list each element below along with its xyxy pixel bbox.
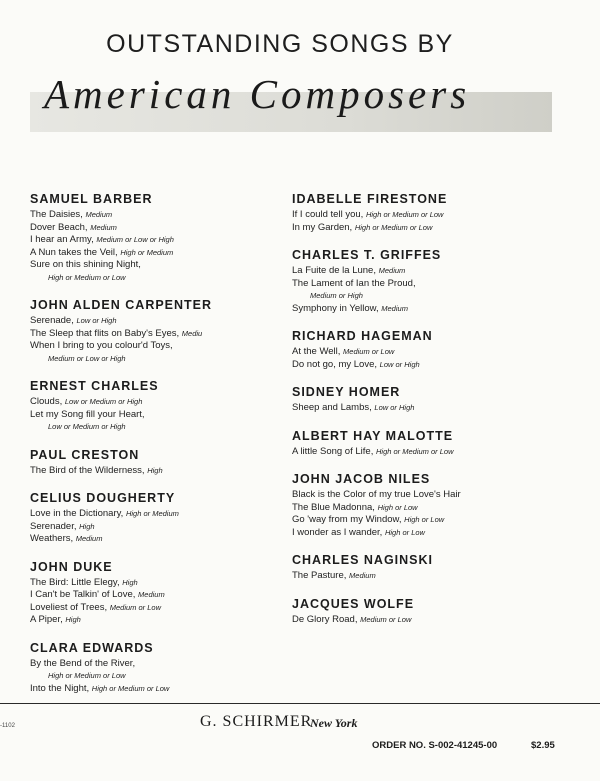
voice-range: Medium or Low — [360, 614, 412, 624]
composer-group — [292, 385, 592, 415]
song-title: Symphony in Yellow, — [292, 302, 379, 314]
song-title: Sure on this shining Night, — [30, 259, 141, 270]
publisher-name: G. SCHIRMER — [200, 713, 313, 730]
composer-group — [292, 192, 592, 234]
song-entry — [30, 465, 285, 478]
voice-range: Low or Medium or High — [48, 422, 126, 431]
song-title: Loveliest of Trees, — [30, 601, 108, 613]
composer-name: JOHN ALDEN CARPENTER — [30, 298, 213, 312]
song-title: I Can't be Talkin' of Love, — [30, 589, 136, 600]
song-title: If I could tell you, — [292, 209, 364, 220]
song-entry — [30, 340, 285, 365]
voice-range: High or Medium — [120, 247, 174, 257]
voice-range: Medium or Low or High — [96, 235, 174, 244]
song-title: Weathers, — [30, 533, 74, 544]
voice-range: High or Low — [404, 515, 445, 524]
song-entry — [292, 359, 592, 372]
song-title: By the Bend of the River, — [30, 657, 136, 669]
voice-range: High or Low — [384, 527, 425, 537]
song-entry — [292, 265, 592, 278]
left-column — [30, 192, 285, 709]
song-entry — [292, 614, 592, 627]
voice-range: Low or High — [379, 359, 420, 369]
song-entry — [30, 396, 285, 409]
composer-name: CLARA EDWARDS — [30, 640, 154, 655]
song-title: The Lament of Ian the Proud, — [292, 277, 416, 289]
song-entry — [30, 508, 285, 521]
voice-range: High — [79, 521, 95, 531]
song-entry — [292, 489, 592, 502]
voice-range: Medium — [75, 534, 103, 543]
song-title: When I bring to you colour'd Toys, — [30, 340, 173, 351]
composer-group — [292, 553, 592, 583]
song-entry — [292, 303, 592, 316]
song-entry — [30, 602, 285, 615]
song-title: Dover Beach, — [30, 221, 88, 233]
voice-range: High or Medium or Low — [375, 446, 454, 456]
composer-group — [30, 491, 285, 546]
composer-name: SAMUEL BARBER — [30, 192, 153, 206]
composer-name: RICHARD HAGEMAN — [292, 329, 433, 343]
song-title: Serenader, — [30, 520, 77, 532]
composer-group — [292, 597, 592, 627]
composer-group — [30, 192, 285, 284]
song-entry — [292, 209, 592, 222]
composer-name: CHARLES T. GRIFFES — [292, 248, 442, 262]
footer-divider — [0, 703, 600, 704]
voice-range: Mediu — [181, 328, 203, 338]
voice-range: Medium — [90, 222, 117, 232]
voice-range: Low or Medium or High — [64, 397, 143, 406]
song-title: At the Well, — [292, 346, 341, 357]
composer-group — [292, 472, 592, 539]
composer-group — [292, 248, 592, 315]
song-title: Black is the Color of my true Love's Hair — [292, 489, 461, 500]
publisher-city: New York — [310, 716, 358, 730]
song-title: Go 'way from my Window, — [292, 514, 402, 525]
voice-range: Medium — [349, 571, 376, 580]
voice-range: High or Low — [377, 502, 418, 512]
song-entry — [292, 402, 592, 415]
song-title: Serenade, — [30, 315, 74, 326]
song-entry — [30, 533, 285, 546]
voice-range: High — [122, 577, 138, 587]
composer-name: ALBERT HAY MALOTTE — [292, 428, 454, 443]
voice-range: High or Medium or Low — [354, 222, 433, 232]
order-number: ORDER NO. S-002-41245-00 — [372, 740, 498, 751]
song-title: A little Song of Life, — [292, 445, 374, 457]
voice-range: Low or High — [76, 316, 117, 325]
voice-range: Medium or Low — [343, 347, 395, 356]
song-entry — [30, 577, 285, 590]
song-entry — [30, 409, 285, 434]
song-entry — [292, 278, 592, 303]
song-title: De Glory Road, — [292, 613, 358, 625]
song-entry — [30, 589, 285, 602]
voice-range: Medium or High — [310, 291, 363, 300]
composer-name: JOHN DUKE — [30, 559, 113, 574]
composer-group — [292, 429, 592, 459]
page-subtitle: OUTSTANDING SONGS BY — [106, 30, 454, 58]
song-entry — [292, 527, 592, 540]
voice-range: High or Medium or Low — [48, 671, 126, 680]
composer-name: IDABELLE FIRESTONE — [292, 192, 448, 206]
song-entry — [292, 570, 592, 583]
voice-range: Low or High — [374, 403, 415, 412]
song-title: The Daisies, — [30, 209, 83, 220]
song-title: I hear an Army, — [30, 234, 94, 245]
voice-range: Medium — [85, 210, 113, 219]
song-entry — [30, 328, 285, 341]
voice-range: Medium — [381, 303, 408, 313]
composer-group — [30, 641, 285, 696]
price: $2.95 — [531, 740, 555, 751]
song-entry — [292, 446, 592, 459]
song-entry — [30, 222, 285, 235]
song-entry — [30, 658, 285, 683]
song-entry — [30, 259, 285, 284]
composer-name: ERNEST CHARLES — [30, 379, 159, 393]
voice-range: Medium — [378, 266, 406, 275]
song-title: Do not go, my Love, — [292, 358, 378, 370]
song-title: Into the Night, — [30, 682, 90, 694]
voice-range: Medium — [138, 590, 165, 599]
voice-range: High or Medium or Low — [365, 210, 444, 219]
composer-name: CELIUS DOUGHERTY — [30, 491, 176, 505]
song-entry — [292, 222, 592, 235]
song-title: The Blue Madonna, — [292, 501, 375, 513]
voice-range: High or Medium or Low — [91, 683, 170, 693]
song-entry — [30, 209, 285, 222]
voice-range: High or Medium or Low — [48, 272, 126, 282]
song-title: Sheep and Lambs, — [292, 402, 372, 413]
song-entry — [30, 234, 285, 247]
composer-group — [30, 560, 285, 627]
voice-range: High — [65, 615, 81, 624]
song-entry — [30, 247, 285, 260]
song-title: Love in the Dictionary, — [30, 508, 124, 519]
composer-name: JOHN JACOB NILES — [292, 472, 431, 486]
voice-range: High or Medium — [125, 509, 179, 518]
song-entry — [292, 502, 592, 515]
song-title: Clouds, — [30, 396, 63, 407]
voice-range: Medium or Low — [109, 602, 162, 612]
composer-name: JACQUES WOLFE — [292, 596, 415, 611]
song-title: The Bird: Little Elegy, — [30, 576, 120, 588]
composer-group — [292, 329, 592, 371]
song-title: The Pasture, — [292, 570, 347, 581]
right-column — [292, 192, 592, 640]
page-title: American Composers — [44, 71, 471, 117]
song-entry — [292, 514, 592, 527]
song-title: Let my Song fill your Heart, — [30, 408, 145, 420]
composer-name: PAUL CRESTON — [30, 447, 140, 462]
song-entry — [292, 346, 592, 359]
composer-group — [30, 379, 285, 434]
voice-range: Medium or Low or High — [48, 353, 126, 363]
song-title: I wonder as I wander, — [292, 526, 383, 538]
song-title: In my Garden, — [292, 221, 353, 233]
song-title: The Bird of the Wilderness, — [30, 464, 145, 476]
song-entry — [30, 614, 285, 627]
song-entry — [30, 521, 285, 534]
plate-number: -1102 — [0, 723, 15, 729]
composer-name: SIDNEY HOMER — [292, 385, 401, 399]
song-title: A Piper, — [30, 614, 63, 625]
voice-range: High — [147, 465, 163, 475]
song-title: The Sleep that flits on Baby's Eyes, — [30, 327, 180, 339]
song-entry — [30, 315, 285, 328]
song-entry — [30, 683, 285, 696]
song-title: A Nun takes the Veil, — [30, 246, 118, 258]
composer-group — [30, 298, 285, 365]
composer-name: CHARLES NAGINSKI — [292, 553, 434, 567]
song-title: La Fuite de la Lune, — [292, 265, 376, 276]
composer-group — [30, 448, 285, 478]
